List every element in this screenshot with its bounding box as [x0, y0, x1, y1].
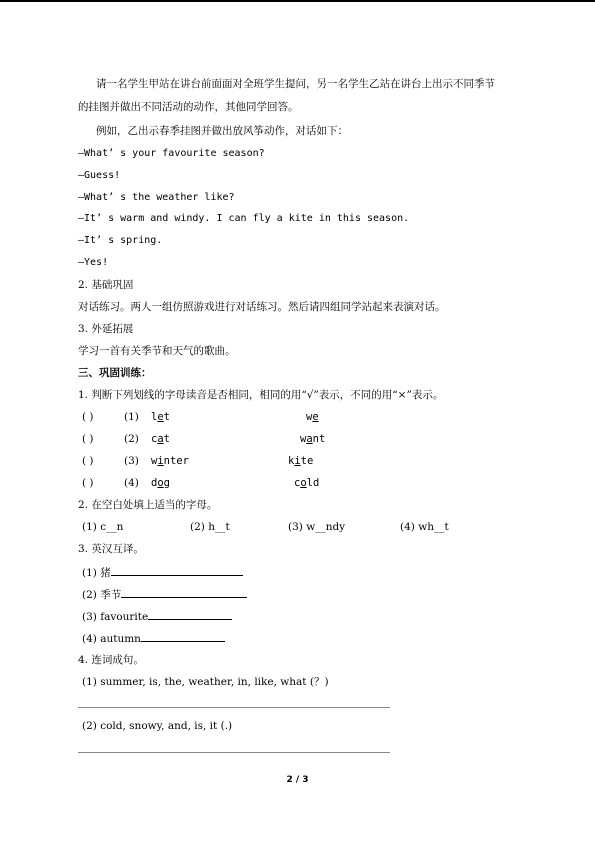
translation-item: (2) 季节	[82, 587, 247, 602]
section-heading-extension: 3. 外延拓展	[78, 323, 134, 335]
underlined-letter: i	[294, 455, 301, 467]
word-2: cold	[294, 477, 320, 489]
dialogue-line: —Yes!	[78, 257, 109, 268]
fill-blank-item: (4) wh__t	[400, 521, 449, 533]
answer-blank[interactable]	[141, 631, 225, 642]
answer-line[interactable]	[78, 752, 390, 753]
sentence-scramble-item: (2) cold, snowy, and, is, it (.)	[82, 720, 233, 732]
underlined-letter: i	[157, 455, 164, 467]
section-heading-basic-consolidation: 2. 基础巩固	[78, 279, 134, 291]
item-number: (1)	[124, 411, 139, 423]
word-2: we	[306, 411, 319, 423]
page-indicator: 2 / 3	[286, 775, 309, 785]
answer-paren[interactable]: ( )	[82, 433, 94, 445]
word-1: winter	[151, 455, 189, 467]
answer-blank[interactable]	[148, 609, 232, 620]
sentence-scramble-item: (1) summer, is, the, weather, in, like, what (？)	[82, 676, 329, 688]
translation-item: (4) autumn	[82, 631, 225, 646]
underlined-letter: o	[157, 477, 164, 489]
section-text: 对话练习。两人一组仿照游戏进行对话练习。然后请四组同学站起来表演对话。	[78, 301, 446, 313]
item-number: (2)	[124, 433, 139, 445]
answer-blank[interactable]	[121, 587, 247, 598]
q3-instruction: 3. 英汉互译。	[78, 543, 144, 555]
dialogue-line: —Guess!	[78, 170, 121, 181]
example-intro: 例如，乙出示春季挂图并做出放风筝动作，对话如下：	[96, 125, 348, 137]
item-number: (3)	[124, 455, 139, 467]
page-top-border	[0, 0, 595, 2]
section-text: 学习一首有关季节和天气的歌曲。	[78, 345, 236, 357]
fill-blank-item: (1) c__n	[82, 521, 124, 533]
translation-item: (3) favourite	[82, 609, 232, 624]
word-2: want	[300, 433, 326, 445]
fill-blank-item: (3) w__ndy	[288, 521, 346, 533]
underlined-letter: o	[300, 477, 307, 489]
item-number: (4)	[124, 477, 139, 489]
answer-paren[interactable]: ( )	[82, 455, 94, 467]
intro-paragraph-line-2: 的挂图并做出不同活动的动作，其他同学回答。	[78, 101, 299, 113]
answer-paren[interactable]: ( )	[82, 477, 94, 489]
dialogue-line: —What’ s your favourite season?	[78, 148, 265, 159]
intro-paragraph-line-1: 请一名学生甲站在讲台前面面对全班学生提问，另一名学生乙站在讲台上出示不同季节	[96, 78, 495, 90]
underlined-letter: e	[157, 411, 164, 423]
word-1: let	[151, 411, 170, 423]
q1-instruction: 1. 判断下列划线的字母读音是否相同，相同的用“√”表示，不同的用“×”表示。	[78, 389, 444, 401]
answer-paren[interactable]: ( )	[82, 411, 94, 423]
fill-blank-item: (2) h__t	[190, 521, 230, 533]
underlined-letter: a	[306, 433, 313, 445]
word-2: kite	[288, 455, 314, 467]
word-1: dog	[151, 477, 170, 489]
exercise-title: 三、巩固训练：	[78, 367, 152, 379]
underlined-letter: e	[312, 411, 319, 423]
q4-instruction: 4. 连词成句。	[78, 654, 144, 666]
q2-instruction: 2. 在空白处填上适当的字母。	[78, 499, 218, 511]
answer-line[interactable]	[78, 707, 390, 708]
dialogue-line: —It’ s spring.	[78, 235, 163, 246]
underlined-letter: a	[157, 433, 164, 445]
answer-blank[interactable]	[111, 565, 243, 576]
dialogue-line: —What’ s the weather like?	[78, 192, 235, 203]
dialogue-line: —It’ s warm and windy. I can fly a kite in this season.	[78, 213, 410, 224]
word-1: cat	[151, 433, 170, 445]
translation-item: (1) 猪	[82, 565, 243, 580]
